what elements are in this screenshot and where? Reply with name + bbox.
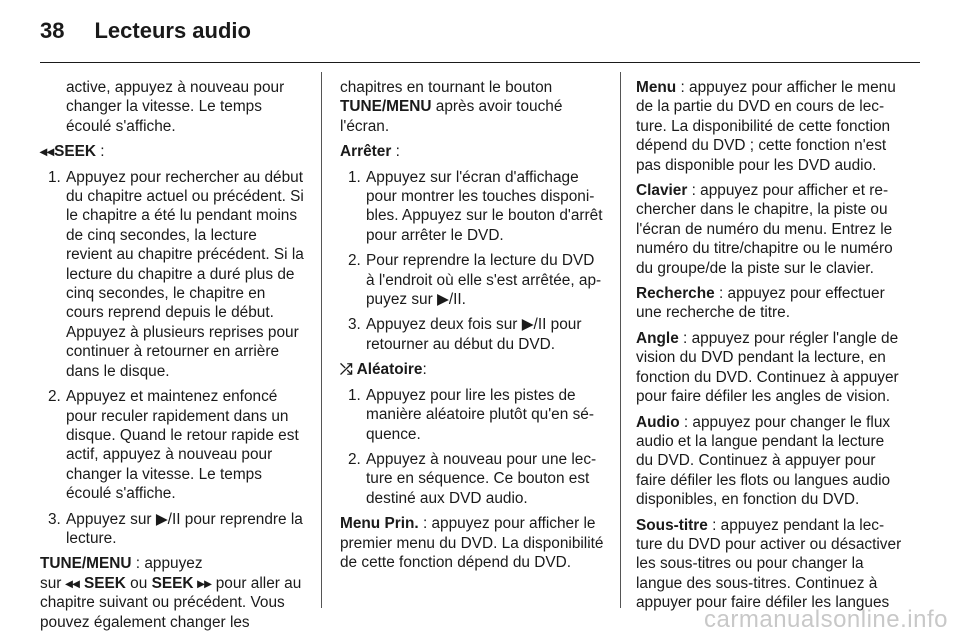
main-menu-label: Menu Prin.	[340, 515, 419, 533]
tune-menu-label: TUNE/MENU	[40, 555, 132, 573]
tune-menu-paragraph: TUNE/MENU : appuyez sur ◂◂ SEEK ou SEEK ▸▸ pour aller au chapitre suivant ou précédent. Vous pouvez également changer les	[40, 555, 302, 631]
audio-paragraph: Audio : appuyez pour changer le flux audio et la langue pendant la lecture du DVD. Continuez à appuyer pour faire défiler les flots ou langues audio disponibles, en fonction du DVD.	[636, 413, 891, 509]
list-item: 1. Appuyez pour rechercher au début du chapitre actuel ou précédent. Si le chapitre a été lu pendant moins de cinq secondes, la lecture revient au chapitre précédent. Si la lecture du chapitre a duré plus de cinq secondes, le chapitre en cours reprend depuis le début. Appuyez à plusieurs reprises pour continuer à retourner en arrière dans le disque.	[48, 168, 304, 380]
watermark: carmanualsonline.info	[704, 606, 948, 633]
column-right	[636, 78, 902, 619]
list-item: 2. Appuyez et maintenez enfoncé pour reculer rapidement dans un disque. Quand le retour rapide est actif, appuyez à nouveau pour changer la vitesse. Le temps écoulé s'affiche.	[48, 388, 299, 503]
menu-paragraph: Menu : appuyez pour afficher le menu de la partie du DVD en cours de lecture. La disponibilité de cette fonction dépend du DVD ; cette fonction n'est pas disponible pour les DVD audio.	[636, 79, 896, 174]
random-heading: ⤮ Aléatoire:	[340, 361, 427, 379]
random-label: Aléatoire	[356, 361, 423, 379]
page-number: 38	[40, 18, 65, 43]
stop-list	[340, 168, 606, 355]
list-item: 2. Pour reprendre la lecture du DVD à l'endroit où elle s'est arrêtée, appuyez sur ▶/II.	[348, 252, 602, 309]
stop-label: Arrêter	[340, 143, 392, 161]
random-list	[340, 386, 606, 508]
page-header	[40, 18, 251, 48]
seek-prev-icon: ◂◂	[65, 574, 80, 591]
keyboard-paragraph: Clavier : appuyez pour afficher et rechercher dans le chapitre, la piste ou l'écran de numéro du menu. Entrez le numéro du titre/chapitre ou le numéro du groupe/de la piste sur le clavier.	[636, 182, 893, 277]
angle-paragraph: Angle : appuyez pour régler l'angle de vision du DVD pendant la lecture, en fonction du DVD. Continuez à appuyer pour faire défiler les angles de vision.	[636, 329, 899, 406]
main-menu-paragraph: Menu Prin. : appuyez pour afficher le premier menu du DVD. La disponibilité de cette fonction dépend du DVD.	[340, 515, 604, 571]
header-divider	[40, 62, 920, 63]
continued-text: active, appuyez à nouveau pour changer la vitesse. Le temps écoulé s'affiche.	[66, 79, 285, 135]
list-item: 3. Appuyez sur ▶/II pour reprendre la lecture.	[48, 510, 303, 547]
page-title: Lecteurs audio	[94, 18, 251, 43]
column-divider	[321, 72, 322, 608]
subtitle-paragraph: Sous-titre : appuyez pendant la lecture du DVD pour activer ou désactiver les sous-titres ou pour changer la langue des sous-titres. Continuez à appuyer pour faire défiler les langues	[636, 516, 902, 612]
shuffle-icon: ⤮	[340, 361, 353, 379]
search-paragraph: Recherche : appuyez pour effectuer une recherche de titre.	[636, 285, 885, 322]
column-middle	[340, 78, 606, 578]
seek-back-icon: ◂◂	[40, 143, 55, 160]
seek-back-heading: ◂◂SEEK :	[40, 143, 105, 161]
column-left	[40, 78, 304, 638]
stop-heading: Arrêter :	[340, 143, 400, 161]
continued-text: chapitres en tournant le bouton TUNE/MENU après avoir touché l'écran.	[340, 79, 563, 135]
list-item: 2. Appuyez à nouveau pour une lecture en séquence. Ce bouton est destiné aux DVD audio.	[348, 450, 597, 507]
list-item: 1. Appuyez pour lire les pistes de manière aléatoire plutôt qu'en séquence.	[348, 386, 594, 443]
list-item: 1. Appuyez sur l'écran d'affichage pour montrer les touches disponibles. Appuyez sur le bouton d'arrêt pour arrêter le DVD.	[348, 168, 603, 244]
list-item: 3. Appuyez deux fois sur ▶/II pour retourner au début du DVD.	[348, 316, 582, 353]
seek-back-list	[40, 168, 304, 549]
seek-back-label: SEEK	[54, 143, 96, 161]
column-divider	[620, 72, 621, 608]
seek-next-icon: ▸▸	[193, 574, 212, 591]
